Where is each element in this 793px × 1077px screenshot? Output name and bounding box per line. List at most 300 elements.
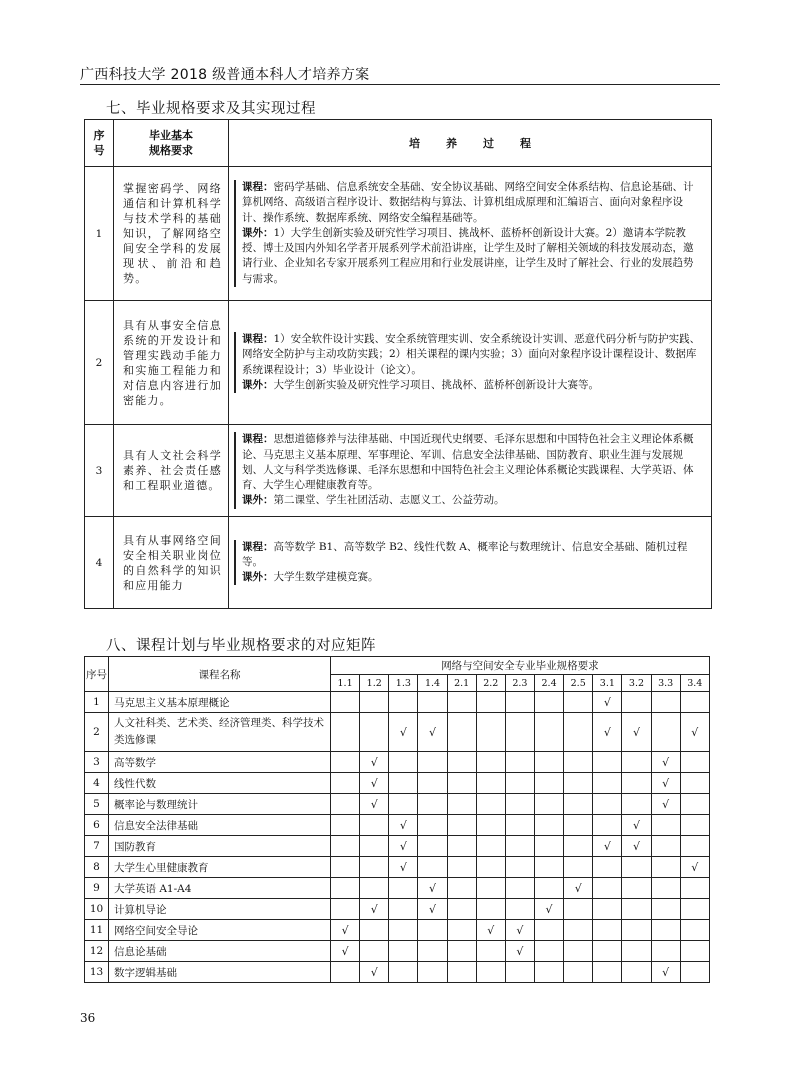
matrix-cell <box>360 752 389 773</box>
matrix-header-row <box>85 657 710 675</box>
check-mark-icon: √ <box>370 755 378 769</box>
matrix-cell <box>651 815 680 836</box>
matrix-cell <box>651 899 680 920</box>
extracurricular-label: 课外： <box>242 571 274 584</box>
check-mark-icon: √ <box>662 776 670 790</box>
requirement-code: 3.3 <box>651 675 680 692</box>
requirement-number: 2 <box>85 301 114 425</box>
requirement-number: 1 <box>85 167 114 301</box>
requirement-code: 1.3 <box>389 675 418 692</box>
matrix-cell <box>360 962 389 983</box>
matrix-cell <box>564 941 593 962</box>
matrix-cell <box>418 752 447 773</box>
course-name: 计算机导论 <box>109 899 331 920</box>
course-index: 6 <box>85 815 109 836</box>
matrix-cell <box>418 692 447 713</box>
matrix-cell <box>476 752 505 773</box>
check-mark-icon: √ <box>603 695 611 709</box>
course-label: 课程： <box>242 333 274 346</box>
matrix-cell <box>505 836 534 857</box>
course-label: 课程： <box>242 433 274 446</box>
matrix-cell <box>593 920 622 941</box>
matrix-cell <box>564 962 593 983</box>
matrix-cell <box>476 857 505 878</box>
course-requirement-matrix <box>84 656 710 983</box>
matrix-cell <box>680 815 709 836</box>
check-mark-icon: √ <box>399 860 407 874</box>
matrix-cell <box>447 857 476 878</box>
matrix-row <box>85 692 710 713</box>
check-mark-icon: √ <box>662 965 670 979</box>
check-mark-icon: √ <box>603 725 611 739</box>
course-name: 线性代数 <box>109 773 331 794</box>
matrix-cell <box>360 920 389 941</box>
check-mark-icon: √ <box>603 839 611 853</box>
training-process <box>229 425 712 517</box>
course-paragraph <box>242 332 703 378</box>
matrix-cell <box>651 857 680 878</box>
matrix-row <box>85 920 710 941</box>
matrix-cell <box>622 752 651 773</box>
matrix-cell <box>331 899 360 920</box>
matrix-cell <box>593 815 622 836</box>
matrix-cell <box>476 920 505 941</box>
matrix-cell <box>505 794 534 815</box>
matrix-cell <box>418 773 447 794</box>
matrix-cell <box>389 692 418 713</box>
matrix-cell <box>651 836 680 857</box>
matrix-cell <box>360 773 389 794</box>
requirement-row <box>85 517 712 609</box>
matrix-cell <box>476 878 505 899</box>
matrix-cell <box>360 857 389 878</box>
matrix-cell <box>680 920 709 941</box>
matrix-row <box>85 773 710 794</box>
matrix-cell <box>505 962 534 983</box>
matrix-row <box>85 962 710 983</box>
extracurricular-label: 课外： <box>242 494 274 507</box>
check-mark-icon: √ <box>399 725 407 739</box>
matrix-cell <box>680 857 709 878</box>
course-name: 国防教育 <box>109 836 331 857</box>
matrix-cell <box>389 878 418 899</box>
matrix-cell <box>622 920 651 941</box>
course-text: 1）安全软件设计实践、安全系统管理实训、安全系统设计实训、恶意代码分析与防护实践、网络安全防护与主动攻防实践；2）相关课程的课内实验；3）面向对象程序设计课程设计、数据库系统课程设计；3）毕业设计（论文）。 <box>242 333 701 376</box>
check-mark-icon: √ <box>632 818 640 832</box>
matrix-cell <box>389 773 418 794</box>
matrix-cell <box>447 899 476 920</box>
matrix-cell <box>360 815 389 836</box>
matrix-cell <box>593 857 622 878</box>
course-paragraph <box>242 540 703 570</box>
requirement-code: 3.2 <box>622 675 651 692</box>
matrix-cell <box>418 899 447 920</box>
requirement-code: 1.4 <box>418 675 447 692</box>
training-process-content <box>234 540 703 586</box>
matrix-cell <box>564 794 593 815</box>
matrix-cell <box>564 692 593 713</box>
course-index: 5 <box>85 794 109 815</box>
matrix-cell <box>418 815 447 836</box>
course-label: 课程： <box>242 540 274 553</box>
matrix-cell <box>360 713 389 752</box>
matrix-cell <box>389 920 418 941</box>
matrix-cell <box>331 773 360 794</box>
matrix-cell <box>593 878 622 899</box>
requirement-text: 具有从事安全信息系统的开发设计和管理实践动手能力和实施工程能力和对信息内容进行加密能力。 <box>114 301 229 425</box>
requirement-row <box>85 301 712 425</box>
course-index: 10 <box>85 899 109 920</box>
matrix-row <box>85 941 710 962</box>
matrix-cell <box>418 962 447 983</box>
course-index: 8 <box>85 857 109 878</box>
matrix-cell <box>680 962 709 983</box>
matrix-cell <box>418 857 447 878</box>
course-index: 13 <box>85 962 109 983</box>
matrix-cell <box>622 773 651 794</box>
check-mark-icon: √ <box>370 776 378 790</box>
course-name: 大学生心里健康教育 <box>109 857 331 878</box>
course-index: 12 <box>85 941 109 962</box>
matrix-cell <box>534 794 563 815</box>
matrix-cell <box>534 815 563 836</box>
matrix-cell <box>651 713 680 752</box>
matrix-cell <box>447 878 476 899</box>
matrix-cell <box>360 941 389 962</box>
matrix-row <box>85 752 710 773</box>
check-mark-icon: √ <box>487 923 495 937</box>
training-process <box>229 301 712 425</box>
check-mark-icon: √ <box>662 755 670 769</box>
matrix-cell <box>447 941 476 962</box>
check-mark-icon: √ <box>370 797 378 811</box>
training-process-content <box>234 432 703 508</box>
matrix-cell <box>418 941 447 962</box>
matrix-cell <box>476 713 505 752</box>
course-paragraph <box>242 180 703 226</box>
matrix-cell <box>564 773 593 794</box>
requirement-code: 3.4 <box>680 675 709 692</box>
matrix-cell <box>505 692 534 713</box>
matrix-cell <box>389 857 418 878</box>
matrix-row <box>85 815 710 836</box>
course-name: 概率论与数理统计 <box>109 794 331 815</box>
extracurricular-paragraph <box>242 226 703 287</box>
course-name: 高等数学 <box>109 752 331 773</box>
matrix-cell <box>593 941 622 962</box>
matrix-cell <box>418 713 447 752</box>
matrix-row <box>85 713 710 752</box>
matrix-cell <box>622 713 651 752</box>
matrix-cell <box>331 815 360 836</box>
matrix-cell <box>447 962 476 983</box>
extracurricular-text: 第二课堂、学生社团活动、志愿义工、公益劳动。 <box>273 494 505 507</box>
matrix-cell <box>505 941 534 962</box>
matrix-cell <box>534 962 563 983</box>
check-mark-icon: √ <box>399 839 407 853</box>
matrix-cell <box>476 899 505 920</box>
requirement-code: 2.5 <box>564 675 593 692</box>
matrix-cell <box>651 752 680 773</box>
course-text: 思想道德修养与法律基础、中国近现代史纲要、毛泽东思想和中国特色社会主义理论体系概论、马克思主义基本原理、军事理论、军训、信息安全法律基础、国防教育、职业生涯与发展规划、人文与科学类选修课、毛泽东思想和中国特色社会主义理论体系概论实践课程、大学英语、体育、大学生心理健康教育等。 <box>242 433 694 492</box>
matrix-cell <box>534 752 563 773</box>
matrix-cell <box>331 836 360 857</box>
matrix-row <box>85 794 710 815</box>
column-header-number <box>85 120 114 167</box>
column-header-process <box>229 120 712 167</box>
course-text: 高等数学 B1、高等数学 B2、线性代数 A、概率论与数理统计、信息安全基础、随机过程等。 <box>242 540 688 568</box>
matrix-cell <box>476 941 505 962</box>
matrix-cell <box>331 713 360 752</box>
matrix-cell <box>622 794 651 815</box>
matrix-cell <box>505 773 534 794</box>
course-index: 4 <box>85 773 109 794</box>
matrix-cell <box>564 752 593 773</box>
matrix-cell <box>534 836 563 857</box>
matrix-cell <box>331 941 360 962</box>
course-name: 数字逻辑基础 <box>109 962 331 983</box>
course-index: 9 <box>85 878 109 899</box>
matrix-cell <box>680 794 709 815</box>
requirement-code: 2.2 <box>476 675 505 692</box>
matrix-cell <box>593 962 622 983</box>
matrix-cell <box>331 920 360 941</box>
matrix-cell <box>447 794 476 815</box>
extracurricular-paragraph <box>242 378 703 393</box>
check-mark-icon: √ <box>691 725 699 739</box>
check-mark-icon: √ <box>662 797 670 811</box>
extracurricular-text: 大学生创新实验及研究性学习项目、挑战杯、蓝桥杯创新设计大赛等。 <box>273 378 599 391</box>
requirement-code: 1.2 <box>360 675 389 692</box>
matrix-cell <box>593 773 622 794</box>
check-mark-icon: √ <box>545 902 553 916</box>
course-name: 人文社科类、艺术类、经济管理类、科学技术类选修课 <box>109 713 331 752</box>
matrix-cell <box>476 692 505 713</box>
matrix-cell <box>534 713 563 752</box>
matrix-cell <box>564 920 593 941</box>
extracurricular-paragraph <box>242 570 703 585</box>
requirement-number: 3 <box>85 425 114 517</box>
matrix-cell <box>447 692 476 713</box>
matrix-cell <box>651 878 680 899</box>
matrix-cell <box>505 815 534 836</box>
check-mark-icon: √ <box>428 902 436 916</box>
matrix-cell <box>593 899 622 920</box>
extracurricular-label: 课外： <box>242 226 274 239</box>
graduation-requirements-table <box>84 119 712 609</box>
extracurricular-label: 课外： <box>242 378 274 391</box>
requirement-code: 2.3 <box>505 675 534 692</box>
requirement-row <box>85 167 712 301</box>
matrix-cell <box>331 692 360 713</box>
matrix-cell <box>447 752 476 773</box>
matrix-cell <box>476 815 505 836</box>
course-text: 密码学基础、信息系统安全基础、安全协议基础、网络空间安全体系结构、信息论基础、计算机网络、高级语言程序设计、数据结构与算法、计算机组成原理和汇编语言、面向对象程序设计、操作系统、数据库系统、网络安全编程基础等。 <box>242 181 694 224</box>
matrix-cell <box>389 713 418 752</box>
matrix-cell <box>505 857 534 878</box>
matrix-cell <box>680 941 709 962</box>
requirement-code: 1.1 <box>331 675 360 692</box>
check-mark-icon: √ <box>428 725 436 739</box>
extracurricular-text: 大学生数学建模竞赛。 <box>273 571 379 584</box>
course-name: 信息论基础 <box>109 941 331 962</box>
matrix-cell <box>389 815 418 836</box>
extracurricular-paragraph <box>242 493 703 508</box>
column-header-requirement-group: 网络与空间安全专业毕业规格要求 <box>331 657 710 675</box>
header-rule <box>80 84 720 85</box>
training-process <box>229 517 712 609</box>
matrix-cell <box>447 773 476 794</box>
matrix-cell <box>622 836 651 857</box>
course-index: 2 <box>85 713 109 752</box>
course-name: 网络空间安全导论 <box>109 920 331 941</box>
matrix-cell <box>564 857 593 878</box>
matrix-cell <box>651 773 680 794</box>
matrix-cell <box>680 899 709 920</box>
requirement-code: 2.4 <box>534 675 563 692</box>
matrix-row <box>85 836 710 857</box>
requirement-text: 掌握密码学、网络通信和计算机科学与技术学科的基础知识，了解网络空间安全学科的发展现状、前沿和趋势。 <box>114 167 229 301</box>
matrix-cell <box>418 920 447 941</box>
matrix-cell <box>418 836 447 857</box>
matrix-cell <box>651 692 680 713</box>
requirement-row <box>85 425 712 517</box>
section-7-title: 七、毕业规格要求及其实现过程 <box>106 101 316 117</box>
matrix-cell <box>447 836 476 857</box>
matrix-cell <box>564 899 593 920</box>
check-mark-icon: √ <box>428 881 436 895</box>
matrix-cell <box>680 752 709 773</box>
matrix-cell <box>534 692 563 713</box>
check-mark-icon: √ <box>370 965 378 979</box>
course-label: 课程： <box>242 181 274 194</box>
matrix-cell <box>389 941 418 962</box>
matrix-cell <box>331 857 360 878</box>
column-header-index: 序号 <box>85 657 109 692</box>
matrix-cell <box>447 815 476 836</box>
matrix-cell <box>447 713 476 752</box>
column-header-number-text: 序 号 <box>93 129 105 157</box>
requirement-code: 3.1 <box>593 675 622 692</box>
matrix-cell <box>389 836 418 857</box>
matrix-cell <box>360 692 389 713</box>
matrix-cell <box>651 962 680 983</box>
check-mark-icon: √ <box>516 923 524 937</box>
matrix-cell <box>476 794 505 815</box>
check-mark-icon: √ <box>632 839 640 853</box>
matrix-cell <box>331 962 360 983</box>
matrix-cell <box>331 878 360 899</box>
matrix-cell <box>360 794 389 815</box>
requirement-number: 4 <box>85 517 114 609</box>
requirement-text: 具有从事网络空间安全相关职业岗位的自然科学的知识和应用能力 <box>114 517 229 609</box>
requirement-text: 具有人文社会科学素养、社会责任感和工程职业道德。 <box>114 425 229 517</box>
matrix-cell <box>331 794 360 815</box>
extracurricular-text: 1）大学生创新实验及研究性学习项目、挑战杯、蓝桥杯创新设计大赛。2）邀请本学院教授、博士及国内外知名学者开展系列学术前沿讲座，让学生及时了解相关领域的科技发展动态，邀请行业、企业知名专家开展系列工程应用和行业发展讲座，让学生及时了解社会、行业的发展趋势与需求。 <box>242 226 694 285</box>
matrix-row <box>85 857 710 878</box>
matrix-cell <box>418 794 447 815</box>
running-header: 广西科技大学 2018 级普通本科人才培养方案 <box>80 67 370 83</box>
matrix-cell <box>389 752 418 773</box>
matrix-cell <box>331 752 360 773</box>
matrix-cell <box>505 899 534 920</box>
matrix-cell <box>622 878 651 899</box>
column-header-process-text: 培养过程 <box>409 136 557 150</box>
column-header-requirement-text: 毕业基本 规格要求 <box>149 129 193 157</box>
matrix-cell <box>593 692 622 713</box>
matrix-cell <box>389 794 418 815</box>
course-index: 3 <box>85 752 109 773</box>
matrix-cell <box>622 941 651 962</box>
matrix-cell <box>534 899 563 920</box>
matrix-cell <box>564 878 593 899</box>
matrix-cell <box>622 962 651 983</box>
check-mark-icon: √ <box>341 923 349 937</box>
matrix-cell <box>680 713 709 752</box>
check-mark-icon: √ <box>574 881 582 895</box>
matrix-cell <box>534 878 563 899</box>
matrix-cell <box>534 920 563 941</box>
matrix-cell <box>593 713 622 752</box>
matrix-cell <box>593 794 622 815</box>
matrix-cell <box>476 836 505 857</box>
matrix-cell <box>622 692 651 713</box>
course-name: 大学英语 A1-A4 <box>109 878 331 899</box>
page-number: 36 <box>80 1011 96 1025</box>
matrix-cell <box>564 713 593 752</box>
check-mark-icon: √ <box>341 944 349 958</box>
training-process <box>229 167 712 301</box>
matrix-cell <box>505 920 534 941</box>
matrix-cell <box>651 941 680 962</box>
check-mark-icon: √ <box>399 818 407 832</box>
matrix-cell <box>476 773 505 794</box>
matrix-cell <box>360 878 389 899</box>
matrix-cell <box>593 752 622 773</box>
requirement-code: 2.1 <box>447 675 476 692</box>
matrix-cell <box>505 713 534 752</box>
column-header-course-name: 课程名称 <box>109 657 331 692</box>
course-name: 马克思主义基本原理概论 <box>109 692 331 713</box>
matrix-cell <box>680 836 709 857</box>
course-index: 1 <box>85 692 109 713</box>
check-mark-icon: √ <box>370 902 378 916</box>
matrix-cell <box>651 920 680 941</box>
matrix-cell <box>622 857 651 878</box>
matrix-cell <box>505 878 534 899</box>
check-mark-icon: √ <box>691 860 699 874</box>
matrix-cell <box>360 899 389 920</box>
matrix-cell <box>418 878 447 899</box>
matrix-cell <box>622 815 651 836</box>
matrix-cell <box>593 836 622 857</box>
matrix-cell <box>564 836 593 857</box>
matrix-cell <box>680 692 709 713</box>
column-header-requirement <box>114 120 229 167</box>
section-8-title: 八、课程计划与毕业规格要求的对应矩阵 <box>106 638 376 654</box>
course-index: 11 <box>85 920 109 941</box>
check-mark-icon: √ <box>632 725 640 739</box>
training-process-content <box>234 332 703 393</box>
course-paragraph <box>242 432 703 493</box>
matrix-cell <box>360 836 389 857</box>
course-name: 信息安全法律基础 <box>109 815 331 836</box>
matrix-cell <box>564 815 593 836</box>
matrix-cell <box>389 962 418 983</box>
matrix-cell <box>651 794 680 815</box>
matrix-cell <box>389 899 418 920</box>
matrix-cell <box>534 857 563 878</box>
